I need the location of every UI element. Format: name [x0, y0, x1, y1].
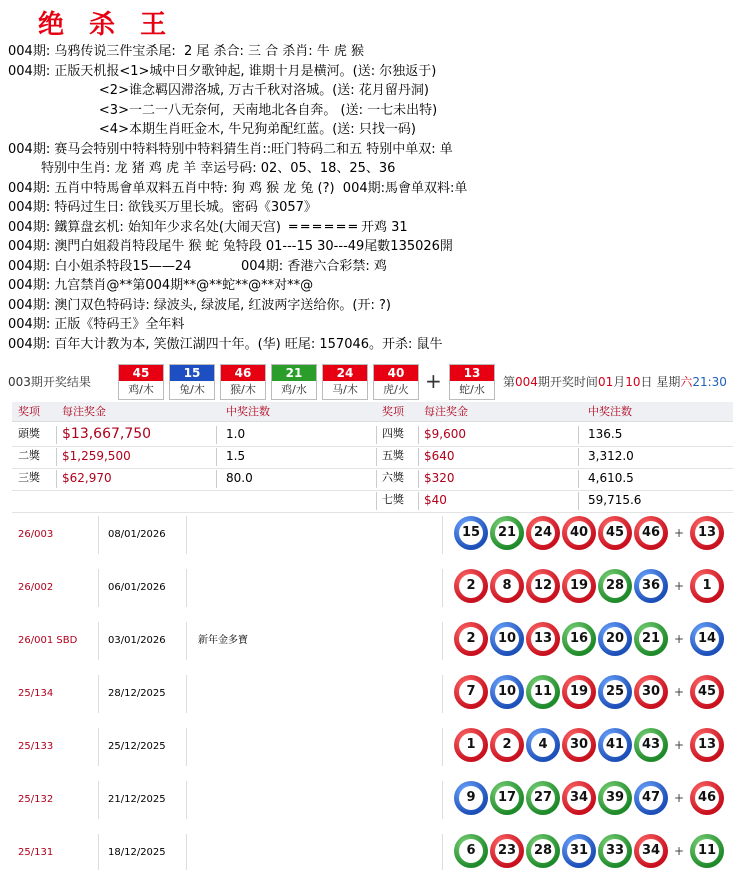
- prize-row: [12, 424, 733, 447]
- history-issue: 25/134: [18, 688, 54, 699]
- cell-divider: [418, 426, 419, 444]
- ball-number: 4: [531, 733, 555, 757]
- cell-divider: [216, 448, 217, 466]
- cell-divider: [186, 781, 187, 819]
- prediction-line: 004期: 赛马会特别中特料特别中特料猜生肖::旺门特码二和五 特别中单双: 单: [8, 141, 453, 157]
- history-ball: [562, 728, 596, 762]
- history-date: 21/12/2025: [108, 794, 166, 805]
- ball-number: 9: [459, 786, 483, 810]
- history-ball: [490, 622, 524, 656]
- ball-number: 11: [695, 839, 719, 863]
- prize-cell: 四獎: [382, 427, 404, 440]
- history-ball: [562, 834, 596, 868]
- history-special-ball: [690, 728, 724, 762]
- next-draw-info: 第004期开奖时间01月10日 星期六21:30: [503, 375, 727, 389]
- ball-number: 46: [695, 786, 719, 810]
- history-issue: 25/131: [18, 847, 54, 858]
- history-note: 新年金多寶: [198, 635, 248, 646]
- prize-cell: $13,667,750: [62, 426, 152, 442]
- cell-divider: [578, 448, 579, 466]
- history-row: [12, 669, 733, 719]
- ball-number: 21: [495, 521, 519, 545]
- prize-cell: 3,312.0: [588, 449, 634, 463]
- prize-cell: 1.5: [226, 449, 246, 463]
- cell-divider: [56, 470, 57, 488]
- draw-ball-number: 24: [323, 365, 367, 381]
- prize-cell: 五獎: [382, 449, 404, 462]
- prize-header-cell: 中奖注数: [226, 405, 270, 418]
- history-ball: [490, 834, 524, 868]
- prediction-line: 004期: 白小姐杀特段15——24 004期: 香港六合彩禁: 鸡: [8, 258, 387, 274]
- history-ball: [490, 516, 524, 550]
- cell-divider: [376, 426, 377, 444]
- history-ball: [454, 569, 488, 603]
- ball-number: 30: [639, 680, 663, 704]
- history-ball: [598, 622, 632, 656]
- prize-table-header: [12, 402, 733, 422]
- history-date: 25/12/2025: [108, 741, 166, 752]
- history-ball: [526, 834, 560, 868]
- plus-sign: +: [674, 632, 685, 646]
- cell-divider: [418, 492, 419, 510]
- draw-ball-number: 45: [119, 365, 163, 381]
- draw-ball-number: 21: [272, 365, 316, 381]
- history-issue: 26/003: [18, 529, 54, 540]
- history-row: [12, 722, 733, 772]
- history-ball: [598, 675, 632, 709]
- cell-divider: [98, 622, 99, 660]
- history-ball: [562, 516, 596, 550]
- history-special-ball: [690, 834, 724, 868]
- ball-number: 23: [495, 839, 519, 863]
- history-ball: [634, 516, 668, 550]
- history-special-ball: [690, 569, 724, 603]
- history-row: [12, 775, 733, 825]
- prediction-line: 004期: 乌鸦传说三件宝杀尾: 2 尾 杀合: 三 合 杀肖: 牛 虎 猴: [8, 44, 365, 59]
- prize-cell: $640: [424, 449, 455, 463]
- draw-ball: [271, 364, 317, 400]
- ball-number: 46: [639, 521, 663, 545]
- cell-divider: [418, 448, 419, 466]
- ball-number: 34: [567, 786, 591, 810]
- history-ball: [454, 675, 488, 709]
- cell-divider: [98, 675, 99, 713]
- history-special-ball: [690, 516, 724, 550]
- ball-number: 13: [695, 733, 719, 757]
- ball-number: 19: [567, 680, 591, 704]
- prediction-line: 004期: 鐵算盘玄机: 始知年少求名处(大闹天宫) ═ ═ ═ ═ ═ ═ 开鸡 31: [8, 219, 408, 235]
- ball-number: 2: [459, 627, 483, 651]
- history-row: [12, 563, 733, 613]
- cell-divider: [186, 834, 187, 870]
- prize-cell: 三獎: [18, 471, 40, 484]
- ball-number: 40: [567, 521, 591, 545]
- cell-divider: [186, 516, 187, 554]
- history-special-ball: [690, 781, 724, 815]
- history-date: 18/12/2025: [108, 847, 166, 858]
- cell-divider: [56, 426, 57, 444]
- ball-number: 7: [459, 680, 483, 704]
- plus-sign: +: [674, 526, 685, 540]
- history-row: [12, 510, 733, 560]
- prize-header-cell: 每注奖金: [62, 405, 106, 418]
- ball-number: 30: [567, 733, 591, 757]
- history-ball: [598, 781, 632, 815]
- prediction-line: 004期: 澳門白姐殺肖特段尾牛 猴 蛇 兔特段 01---15 30---49尾數135026開: [8, 239, 453, 254]
- ball-number: 10: [495, 627, 519, 651]
- history-ball: [526, 569, 560, 603]
- history-ball: [454, 781, 488, 815]
- cell-divider: [186, 728, 187, 766]
- prize-cell: $9,600: [424, 427, 466, 441]
- page-title: 绝 杀 王: [38, 10, 175, 40]
- history-ball: [598, 728, 632, 762]
- cell-divider: [578, 426, 579, 444]
- prediction-line: 004期: 澳门双色特码诗: 绿波头, 绿波尾, 红波两字送给你。(开: ?): [8, 297, 391, 313]
- history-date: 28/12/2025: [108, 688, 166, 699]
- cell-divider: [442, 781, 443, 819]
- history-ball: [490, 569, 524, 603]
- cell-divider: [186, 675, 187, 713]
- history-ball: [562, 569, 596, 603]
- ball-number: 17: [495, 786, 519, 810]
- draw-ball-number: 40: [374, 365, 418, 381]
- ball-number: 2: [495, 733, 519, 757]
- prize-row: [12, 446, 733, 469]
- plus-sign: +: [674, 685, 685, 699]
- prize-header-cell: 中奖注数: [588, 405, 632, 418]
- history-ball: [490, 675, 524, 709]
- draw-ball-zodiac: 马/木: [332, 383, 358, 396]
- ball-number: 6: [459, 839, 483, 863]
- cell-divider: [442, 622, 443, 660]
- ball-number: 14: [695, 627, 719, 651]
- ball-number: 39: [603, 786, 627, 810]
- ball-number: 21: [639, 627, 663, 651]
- draw-ball-zodiac: 猴/木: [230, 383, 256, 396]
- history-special-ball: [690, 622, 724, 656]
- history-ball: [454, 728, 488, 762]
- cell-divider: [216, 426, 217, 444]
- history-ball: [562, 781, 596, 815]
- cell-divider: [578, 470, 579, 488]
- draw-ball: [169, 364, 215, 400]
- ball-number: 41: [603, 733, 627, 757]
- last-draw-label: 003期开奖结果: [8, 375, 91, 389]
- prize-cell: $62,970: [62, 471, 112, 485]
- draw-ball-number: 15: [170, 365, 214, 381]
- history-ball: [562, 622, 596, 656]
- prize-cell: $320: [424, 471, 455, 485]
- prize-cell: $40: [424, 493, 447, 507]
- ball-number: 31: [567, 839, 591, 863]
- history-ball: [598, 569, 632, 603]
- history-ball: [634, 569, 668, 603]
- cell-divider: [376, 492, 377, 510]
- ball-number: 19: [567, 574, 591, 598]
- draw-ball-zodiac: 鸡/木: [128, 383, 154, 396]
- prediction-line: 004期: 特码过生日: 欲钱买万里长城。密码《3057》: [8, 200, 317, 215]
- history-date: 06/01/2026: [108, 582, 166, 593]
- plus-sign: +: [674, 738, 685, 752]
- prize-cell: $1,259,500: [62, 449, 131, 463]
- history-ball: [490, 781, 524, 815]
- prediction-line: 004期: 正版《特码王》全年料: [8, 317, 185, 332]
- ball-number: 10: [495, 680, 519, 704]
- history-ball: [454, 622, 488, 656]
- history-ball: [526, 675, 560, 709]
- history-date: 08/01/2026: [108, 529, 166, 540]
- draw-ball: [220, 364, 266, 400]
- draw-ball-zodiac: 蛇/水: [459, 383, 485, 396]
- history-ball: [598, 516, 632, 550]
- cell-divider: [376, 470, 377, 488]
- ball-number: 16: [567, 627, 591, 651]
- ball-number: 13: [531, 627, 555, 651]
- ball-number: 24: [531, 521, 555, 545]
- ball-number: 47: [639, 786, 663, 810]
- cell-divider: [578, 492, 579, 510]
- history-ball: [634, 622, 668, 656]
- cell-divider: [442, 728, 443, 766]
- cell-divider: [98, 516, 99, 554]
- prediction-line: <4>本期生肖旺金木, 牛兄狗弟配红蓝。(送: 只找一码): [8, 122, 416, 137]
- ball-number: 33: [603, 839, 627, 863]
- prize-cell: 二獎: [18, 449, 40, 462]
- cell-divider: [442, 569, 443, 607]
- ball-number: 11: [531, 680, 555, 704]
- prize-table: [12, 402, 733, 512]
- draw-ball-zodiac: 虎/火: [383, 383, 409, 396]
- history-ball: [526, 728, 560, 762]
- last-draw-bar: [0, 364, 752, 402]
- prize-header-cell: 每注奖金: [424, 405, 468, 418]
- cell-divider: [216, 470, 217, 488]
- ball-number: 8: [495, 574, 519, 598]
- ball-number: 2: [459, 574, 483, 598]
- ball-number: 13: [695, 521, 719, 545]
- ball-number: 36: [639, 574, 663, 598]
- cell-divider: [186, 622, 187, 660]
- ball-number: 28: [531, 839, 555, 863]
- cell-divider: [418, 470, 419, 488]
- prize-header-cell: 奖项: [382, 405, 404, 418]
- ball-number: 15: [459, 521, 483, 545]
- prize-cell: 4,610.5: [588, 471, 634, 485]
- cell-divider: [98, 569, 99, 607]
- cell-divider: [98, 728, 99, 766]
- prize-cell: 80.0: [226, 471, 253, 485]
- prediction-line: 004期: 九宫禁肖@**第004期**@**蛇**@**对**@: [8, 278, 314, 293]
- draw-ball: [322, 364, 368, 400]
- draw-ball-number: 13: [450, 365, 494, 381]
- ball-number: 45: [695, 680, 719, 704]
- ball-number: 34: [639, 839, 663, 863]
- history-issue: 25/133: [18, 741, 54, 752]
- plus-sign: +: [425, 369, 442, 393]
- history-ball: [634, 781, 668, 815]
- plus-sign: +: [674, 844, 685, 858]
- prize-cell: 59,715.6: [588, 493, 642, 507]
- history-ball: [454, 516, 488, 550]
- prize-cell: 六獎: [382, 471, 404, 484]
- ball-number: 1: [459, 733, 483, 757]
- cell-divider: [442, 516, 443, 554]
- ball-number: 28: [603, 574, 627, 598]
- prediction-line: 004期: 五肖中特馬會单双料五肖中特: 狗 鸡 猴 龙 兔 (?) 004期:馬會单双料:单: [8, 180, 468, 196]
- draw-ball: [118, 364, 164, 400]
- prediction-line: 004期: 百年大计教为本, 笑傲江湖四十年。(华) 旺尾: 157046。开杀: 鼠牛: [8, 336, 443, 352]
- history-ball: [598, 834, 632, 868]
- history-ball: [526, 781, 560, 815]
- cell-divider: [98, 834, 99, 870]
- prediction-line: 特别中生肖: 龙 猪 鸡 虎 羊 幸运号码: 02、05、18、25、36: [8, 161, 396, 176]
- prize-cell: 1.0: [226, 427, 246, 441]
- history-special-ball: [690, 675, 724, 709]
- history-ball: [490, 728, 524, 762]
- prediction-line: 004期: 正版天机报<1>城中日夕歌钟起, 谁期十月是横河。(送: 尔独返于): [8, 63, 437, 79]
- cell-divider: [442, 675, 443, 713]
- history-ball: [634, 675, 668, 709]
- cell-divider: [56, 448, 57, 466]
- history-date: 03/01/2026: [108, 635, 166, 646]
- cell-divider: [376, 448, 377, 466]
- plus-sign: +: [674, 579, 685, 593]
- history-ball: [634, 728, 668, 762]
- history-row: [12, 616, 733, 666]
- history-issue: 26/002: [18, 582, 54, 593]
- draw-ball-zodiac: 鸡/水: [281, 383, 307, 396]
- ball-number: 27: [531, 786, 555, 810]
- history-ball: [562, 675, 596, 709]
- history-ball: [526, 622, 560, 656]
- cell-divider: [98, 781, 99, 819]
- cell-divider: [186, 569, 187, 607]
- history-ball: [526, 516, 560, 550]
- draw-ball-number: 46: [221, 365, 265, 381]
- ball-number: 20: [603, 627, 627, 651]
- special-draw-ball: [449, 364, 495, 400]
- history-ball: [454, 834, 488, 868]
- history-row: [12, 828, 733, 870]
- history-issue: 26/001 SBD: [18, 635, 78, 646]
- prize-header-cell: 奖项: [18, 405, 40, 418]
- ball-number: 25: [603, 680, 627, 704]
- prediction-line: <3>一二一八无奈何, 天南地北各自奔。 (送: 一七未出特): [8, 102, 438, 118]
- ball-number: 43: [639, 733, 663, 757]
- prediction-lines: [8, 42, 748, 354]
- history-issue: 25/132: [18, 794, 54, 805]
- plus-sign: +: [674, 791, 685, 805]
- prize-cell: 136.5: [588, 427, 623, 441]
- prediction-line: <2>谁念羁囚滞洛城, 万古千秋对洛城。(送: 花月留丹洞): [8, 83, 429, 98]
- prize-cell: 七獎: [382, 493, 404, 506]
- ball-number: 12: [531, 574, 555, 598]
- history-ball: [634, 834, 668, 868]
- prize-cell: 頭獎: [18, 427, 40, 440]
- cell-divider: [442, 834, 443, 870]
- prize-row: [12, 468, 733, 491]
- draw-ball-zodiac: 兔/木: [179, 383, 205, 396]
- ball-number: 45: [603, 521, 627, 545]
- ball-number: 1: [695, 574, 719, 598]
- draw-ball: [373, 364, 419, 400]
